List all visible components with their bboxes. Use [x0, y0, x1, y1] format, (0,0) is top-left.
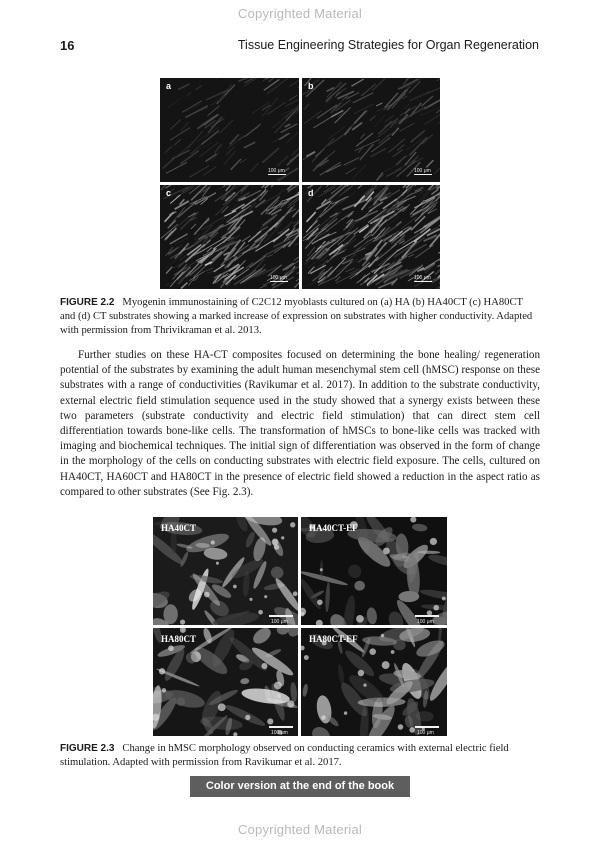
- panel-label: d: [308, 188, 314, 198]
- micrograph-panel-ha40ct: [153, 517, 298, 625]
- micrograph-texture: [302, 185, 440, 289]
- micrograph-panel-ha80ct-ef: [301, 628, 447, 736]
- page-number: 16: [60, 38, 75, 53]
- micrograph-panel-a: [160, 78, 299, 182]
- scale-bar: [269, 615, 293, 617]
- micrograph-texture: [301, 517, 447, 625]
- figure-label: FIGURE 2.3: [60, 743, 115, 754]
- scale-bar-label: 100 μm: [268, 168, 285, 174]
- scale-bar: [269, 726, 293, 728]
- page-header: [60, 38, 539, 56]
- micrograph-texture: [160, 185, 299, 289]
- figure-2-2-caption: [60, 296, 540, 338]
- micrograph-texture: [302, 78, 440, 182]
- scale-bar-label: 100 μm: [271, 619, 288, 625]
- micrograph-texture: [153, 628, 298, 736]
- caption-text: Change in hMSC morphology observed on conducting ceramics with external electric field stimulation. Adapted with permission from Ravikumar et al. 2017.: [60, 743, 509, 768]
- scale-bar: [268, 174, 286, 175]
- scale-bar: [415, 615, 439, 617]
- panel-label: c: [166, 188, 172, 198]
- scale-bar: [270, 281, 288, 282]
- scale-bar-label: 100 μm: [414, 275, 431, 281]
- micrograph-texture: [160, 78, 299, 182]
- body-paragraph: Further studies on these HA-CT composites focused on determining the bone healing/ regeneration potential of the substrates by examining the adult human mesenchymal stem cell (hMSC) response on these substrates with a range of conductivities (Ravikumar et al. 2017). In addition to the substrate conductivity, external electric field stimulation sequence used in the study showed that a synergy exists between these two parameters (substrate conductivity and electric field stimulation) that can direct stem cell differentiation towards bone-like cells. The transformation of hMSCs to bone-like cells was tracked with imaging and biochemical techniques. The initial sign of differentiation was observed in the form of change in the morphology of the cells on conducting substrates with electric field exposure. The cells, cultured on HA40CT, HA60CT and HA80CT in the presence of electric field showed a reduction in the aspect ratio as compared to other substrates (See Fig. 2.3).: [60, 349, 540, 498]
- running-title: Tissue Engineering Strategies for Organ Regeneration: [237, 38, 539, 52]
- micrograph-texture: [153, 517, 298, 625]
- panel-label: b: [308, 81, 314, 91]
- panel-label: HA40CT: [161, 523, 197, 533]
- micrograph-panel-ha80ct: [153, 628, 298, 736]
- scale-bar: [414, 174, 432, 175]
- panel-label: HA40CT-EF: [309, 523, 358, 533]
- figure-label: FIGURE 2.2: [60, 297, 115, 308]
- micrograph-panel-c: [160, 185, 299, 289]
- micrograph-panel-ha40ct-ef: [301, 517, 447, 625]
- scale-bar-label: 100 μm: [271, 730, 288, 736]
- watermark-bottom: Copyrighted Material: [238, 822, 362, 837]
- scale-bar: [414, 281, 432, 282]
- micrograph-panel-b: [302, 78, 440, 182]
- panel-label: a: [166, 81, 172, 91]
- scale-bar: [415, 726, 439, 728]
- panel-label: HA80CT: [161, 634, 197, 644]
- caption-text: Myogenin immunostaining of C2C12 myoblasts cultured on (a) HA (b) HA40CT (c) HA80CT and (d) CT substrates showing a marked increase of expression on substrates with higher conductivity. Adapted with permission from Thrivikraman et al. 2013.: [60, 297, 533, 336]
- figure-2-3-caption: [60, 742, 540, 770]
- color-version-banner: Color version at the end of the book: [190, 776, 410, 797]
- panel-label: HA80CT-EF: [309, 634, 358, 644]
- scale-bar-label: 100 μm: [414, 168, 431, 174]
- watermark-top: Copyrighted Material: [238, 6, 362, 21]
- scale-bar-label: 100 μm: [417, 619, 434, 625]
- scale-bar-label: 100 μm: [417, 730, 434, 736]
- micrograph-panel-d: [302, 185, 440, 289]
- scale-bar-label: 100 μm: [270, 275, 287, 281]
- micrograph-texture: [301, 628, 447, 736]
